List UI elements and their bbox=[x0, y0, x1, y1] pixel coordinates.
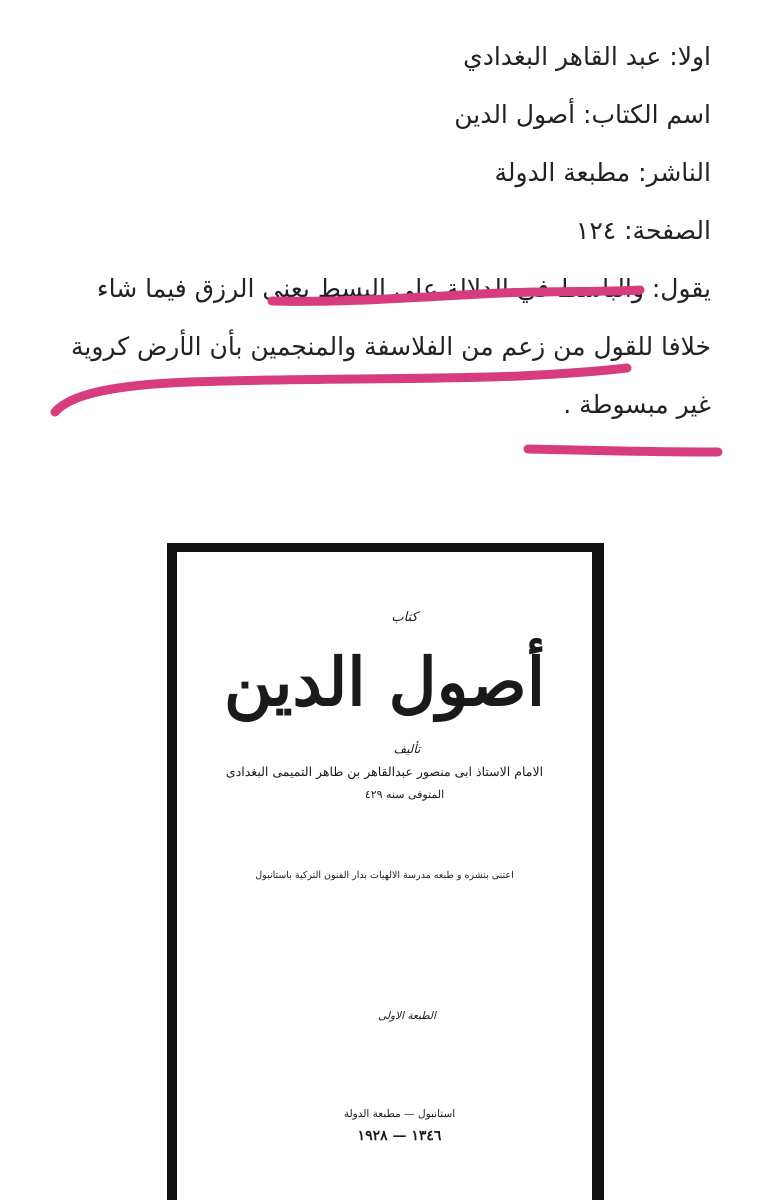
title-page-title: أصول الدين bbox=[223, 643, 546, 721]
title-page-author: الامام الاستاذ ابى منصور عبدالقاهر بن طاهر التميمى البغدادى bbox=[225, 764, 544, 779]
title-page-talif: تأليف bbox=[393, 742, 421, 756]
title-page-year: ١٣٤٦ — ١٩٢٨ bbox=[357, 1128, 442, 1144]
author-line: اولا: عبد القاهر البغدادي bbox=[463, 42, 711, 71]
underline-stroke-3 bbox=[528, 449, 718, 452]
publisher-line: الناشر: مطبعة الدولة bbox=[494, 158, 711, 187]
book-title-page-image bbox=[167, 543, 604, 1200]
title-page-kitab: كتاب bbox=[391, 610, 418, 625]
title-page-note: اعتنى بنشره و طبعه مدرسة الالهيات بدار الفنون التركية باستانبول bbox=[255, 870, 514, 881]
quote-line-1: يقول: والباسط في الدلالة على البسط يعني الرزق فيما شاء bbox=[96, 274, 711, 303]
title-page-content bbox=[177, 552, 592, 1200]
title-page-death-year: المتوفى سنه ٤٢٩ bbox=[364, 788, 445, 801]
book-title-line: اسم الكتاب: أصول الدين bbox=[454, 100, 711, 129]
title-page-publisher: استانبول — مطبعة الدولة bbox=[343, 1108, 456, 1120]
page-number-line: الصفحة: ١٢٤ bbox=[575, 216, 711, 245]
post-text bbox=[47, 28, 711, 434]
quote-line-2: خلافا للقول من زعم من الفلاسفة والمنجمين بأن الأرض كروية bbox=[70, 332, 711, 361]
quote-line-3: غير مبسوطة . bbox=[563, 390, 711, 419]
title-page-edition: الطبعة الاولى bbox=[378, 1010, 436, 1022]
